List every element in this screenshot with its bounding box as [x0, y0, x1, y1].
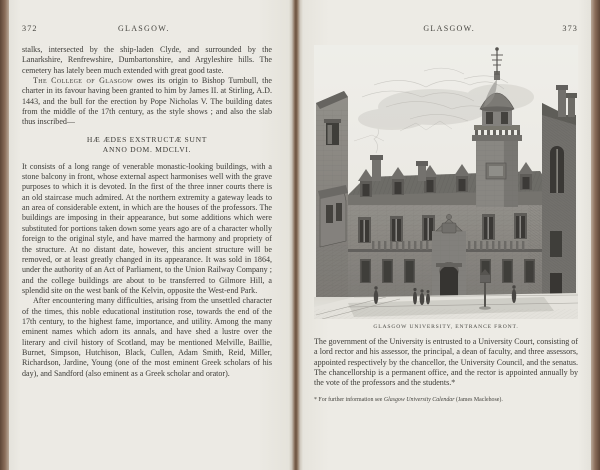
inscription-line-1: HÆ ÆDES EXSTRUCTÆ SUNT — [86, 134, 208, 144]
left-running-head-title: GLASGOW. — [117, 24, 170, 33]
footnote-after: (James Maclehose). — [454, 396, 503, 403]
small-caps-glasgow: Glasgow — [99, 76, 134, 86]
footnote-before: For further information see — [316, 396, 384, 403]
left-folio-number: 372 — [22, 24, 38, 33]
small-caps-of: of — [82, 76, 100, 86]
footnote-marker: * — [314, 396, 317, 403]
paragraph-1: stalks, intersected by the ship-laden Clyde, and surrounded by the Lanarkshire, Renfrewshire, Dumbartonshire, and Argyleshire hills. The cemetery has lately been much extended with great good taste. — [22, 45, 272, 75]
paragraph-4: After encountering many difficulties, arising from the unsettled character of the times, this noble educational institution rose, towards the end of the 17th century, to the highest fame, importance, and utility. Among the many eminent names which adorn its annals, and have shed a lustre over the literary and civil history of Scotland, may be mentioned Melville, Baillie, Burnet, Simpson, Hutchison, Black, Cullen, Adam Smith, Reid, Miller, Richardson, Jardine, Young (one of the most eminent Greek scholars of his day), and Sandford (also eminent as a Greek scholar and orator). — [22, 296, 272, 378]
footnote-title-italic: Glasgow University Calendar — [383, 396, 455, 403]
left-page — [0, 0, 292, 470]
latin-inscription — [22, 135, 272, 155]
right-paragraph-1: The government of the University is entrusted to a University Court, consisting of a lord rector and his assessor, the principal, a dean of faculty, and three assessors, appointed respectively by the chancellor, the University Council, and the senatus. The chancellorship is a permanent office, and the rector is appointed annually by the vote of the professors and the students.* — [314, 337, 578, 388]
paragraph-3: It consists of a long range of venerable monastic-looking buildings, with a stone balcony in front, whose external aspect harmonises well with the grave purposes to which it is devoted. In the first of the three inner courts there is an old staircase much admired. At the northern extremity a gateway leads to an area of considerable extent, in which are the houses of the professors. The buildings are imposing in their appearance, but some additions which were substituted for portions taken down some years ago are of a character wholly foreign to the original style, and have marred the harmony and propriety of the structure. At no distant date, however, this ancient structure will be removed, or at least greatly changed in its appearance. It was sold in 1864, under the authority of an Act of Parliament, to the Union Railway Company ; and the college buildings are about to be transferred to Gilmore Hill, a splendid site on the west bank of the Kelvin, opposite the West-end Park. — [22, 161, 272, 295]
right-running-head-title: GLASGOW. — [423, 24, 476, 33]
engraving-illustration — [314, 45, 578, 319]
right-running-head — [314, 24, 578, 34]
right-body-text — [314, 337, 578, 389]
paragraph-2-rest: owes its origin to Bishop Turnbull, the charter in its favour having been granted to him by James II. at Stirling, A.D. 1443, and the bull for the erection by Pope Nicholas V. The building dates from the middle of the 17th century, as the style shows ; and also the slab thus inscribed— — [22, 76, 272, 127]
left-body-text — [22, 45, 272, 379]
engraving-svg — [314, 45, 578, 319]
footnote — [314, 396, 578, 404]
plate-caption: GLASGOW UNIVERSITY, ENTRANCE FRONT. — [373, 324, 519, 330]
left-running-head — [22, 24, 272, 34]
small-caps-the-college: The College — [33, 76, 83, 86]
right-folio-number: 373 — [562, 24, 578, 33]
paragraph-2 — [22, 76, 272, 128]
book-gutter — [289, 0, 303, 470]
right-page — [292, 0, 600, 470]
inscription-line-2: ANNO DOM. MDCLVI. — [102, 144, 192, 154]
